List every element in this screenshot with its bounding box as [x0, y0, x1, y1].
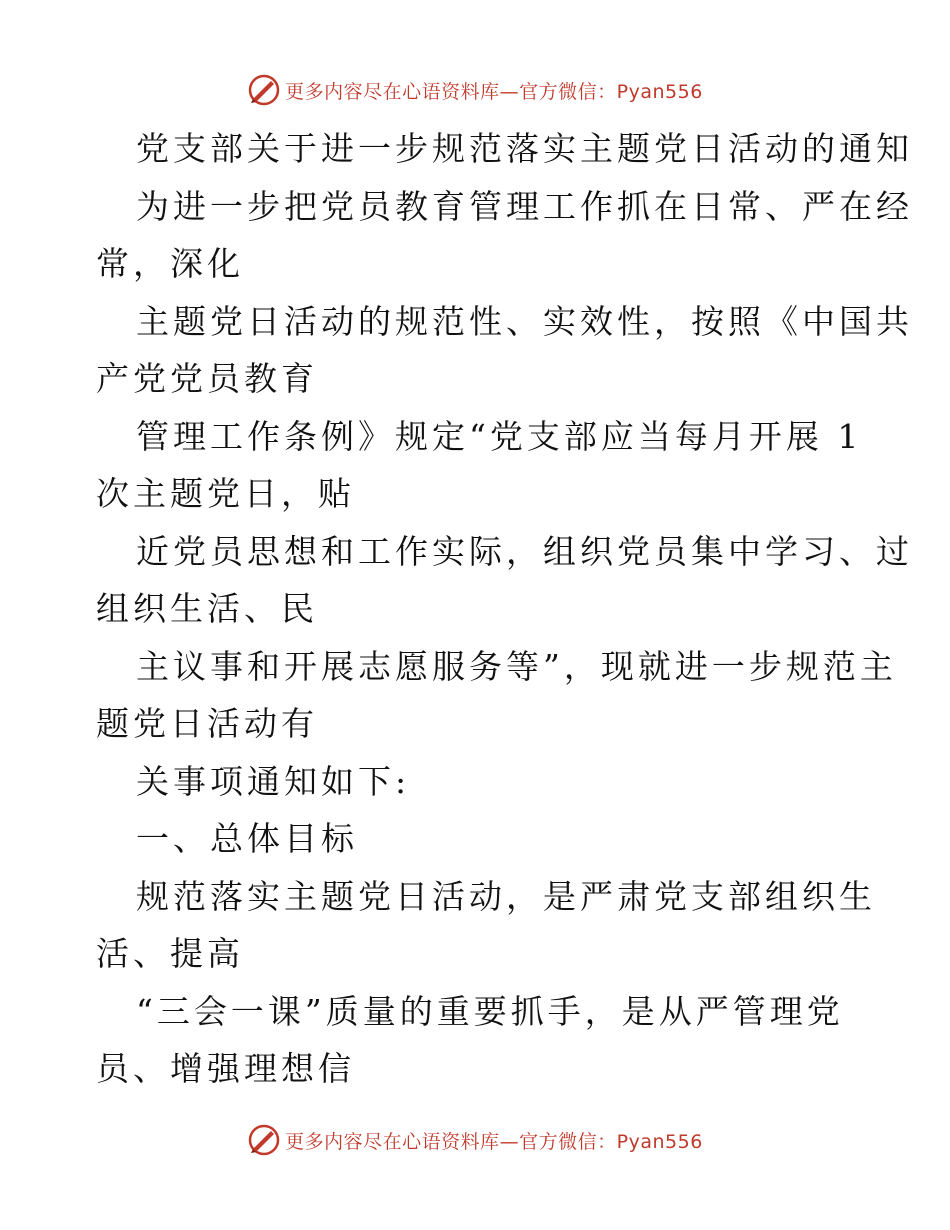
document-body [96, 120, 913, 1098]
text-line: 活、提高 [96, 934, 244, 973]
text-line: 题党日活动有 [96, 704, 318, 743]
text-line: 产党党员教育 [96, 359, 318, 398]
text-line: 近党员思想和工作实际，组织党员集中学习、过 [136, 531, 913, 571]
text-line: 组织生活、民 [96, 589, 318, 628]
watermark-text [285, 77, 703, 104]
watermark-label: 更多内容尽在心语资料库—官方微信： [285, 1130, 617, 1153]
footer-watermark [0, 1120, 950, 1160]
watermark-label: 更多内容尽在心语资料库—官方微信： [285, 80, 617, 103]
pen-logo-icon [247, 73, 281, 107]
watermark-handle: Pyan556 [616, 1130, 703, 1153]
text-line: 管理工作条例》规定“党支部应当每月开展 1 [136, 416, 863, 456]
pen-logo-icon [247, 1123, 281, 1157]
text-line: 员、增强理想信 [96, 1049, 355, 1088]
text-line: “三会一课”质量的重要抓手，是从严管理党 [136, 991, 844, 1031]
text-line: 关事项通知如下: [136, 761, 411, 801]
text-line: 规范落实主题党日活动，是严肃党支部组织生 [136, 876, 876, 916]
text-line: 主题党日活动的规范性、实效性，按照《中国共 [136, 301, 913, 341]
text-line: 次主题党日，贴 [96, 474, 355, 513]
text-line: 常，深化 [96, 244, 244, 283]
text-line: 为进一步把党员教育管理工作抓在日常、严在经 [136, 186, 913, 226]
watermark-text [285, 1127, 703, 1154]
document-title: 党支部关于进一步规范落实主题党日活动的通知 [136, 129, 913, 168]
section-heading: 一、总体目标 [136, 819, 358, 858]
header-watermark [0, 70, 950, 110]
text-line: 主议事和开展志愿服务等”，现就进一步规范主 [136, 646, 897, 686]
watermark-handle: Pyan556 [616, 80, 703, 103]
